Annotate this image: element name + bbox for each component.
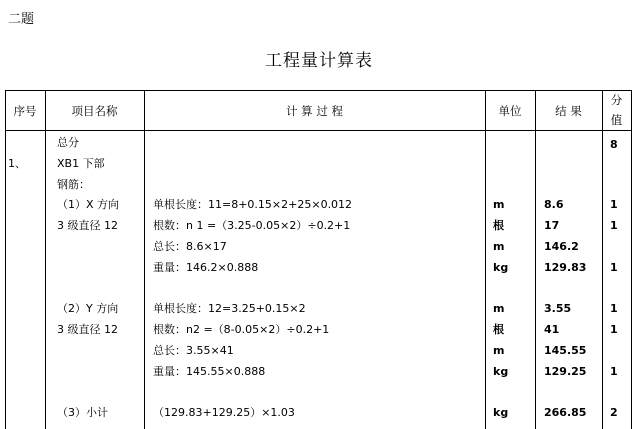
process-line: 重量：145.55×0.888 [153,365,266,378]
column-divider [535,90,536,429]
result-cell: 8.6 [544,198,564,211]
table-title: 工程量计算表 [265,51,373,71]
subtotal-label: （3）小计 [57,406,108,419]
unit-cell: kg [493,261,509,274]
header-process: 计 算 过 程 [286,104,343,118]
column-divider [144,90,145,429]
unit-cell: 根 [493,323,504,336]
score-cell: 1 [610,219,618,232]
unit-cell: m [493,240,505,253]
score-cell: 1 [610,365,618,378]
row-index: 1、 [8,157,26,170]
item-name: XB1 下部 [57,157,105,170]
total-score: 8 [610,138,618,151]
result-cell: 129.83 [544,261,587,274]
result-cell: 129.25 [544,365,587,378]
score-cell: 1 [610,302,618,315]
group-spec: 3 级直径 12 [57,323,118,336]
group-name: （2）Y 方向 [57,302,119,315]
header-score-1: 分 [610,93,623,107]
rebar-label: 钢筋： [57,178,90,191]
process-line: 总长：3.55×41 [153,344,234,357]
process-line: 单根长度：11=8+0.15×2+25×0.012 [153,198,353,211]
unit-cell: m [493,198,505,211]
unit-cell: m [493,344,505,357]
section-heading: 二题 [8,12,35,27]
result-cell: 3.55 [544,302,572,315]
process-line: 根数：n2 =（8-0.05×2）÷0.2+1 [153,323,330,336]
subtotal-process: （129.83+129.25）×1.03 [153,406,295,419]
result-cell: 146.2 [544,240,579,253]
header-index: 序号 [13,104,37,118]
result-cell: 41 [544,323,560,336]
unit-cell: kg [493,365,509,378]
process-line: 单根长度：12=3.25+0.15×2 [153,302,306,315]
score-cell: 1 [610,323,618,336]
process-line: 根数：n 1 =（3.25-0.05×2）÷0.2+1 [153,219,351,232]
score-cell: 1 [610,261,618,274]
process-line: 总长：8.6×17 [153,240,227,253]
unit-cell: m [493,302,505,315]
unit-cell: 根 [493,219,504,232]
header-unit: 单位 [498,104,522,118]
table-border [5,90,6,429]
total-label: 总分 [57,136,79,149]
result-cell: 145.55 [544,344,587,357]
column-divider [602,90,603,429]
column-divider [45,90,46,429]
score-cell: 1 [610,198,618,211]
column-divider [485,90,486,429]
header-score-2: 值 [610,113,623,127]
header-item-name: 项目名称 [71,104,118,118]
subtotal-score: 2 [610,406,618,419]
table-border [631,90,632,429]
table-border [5,90,632,91]
process-line: 重量：146.2×0.888 [153,261,259,274]
group-spec: 3 级直径 12 [57,219,118,232]
subtotal-unit: kg [493,406,509,419]
result-cell: 17 [544,219,560,232]
subtotal-result: 266.85 [544,406,587,419]
quantity-table [5,90,632,429]
header-divider [5,130,632,131]
header-result: 结 果 [555,104,582,118]
group-name: （1）X 方向 [57,198,120,211]
